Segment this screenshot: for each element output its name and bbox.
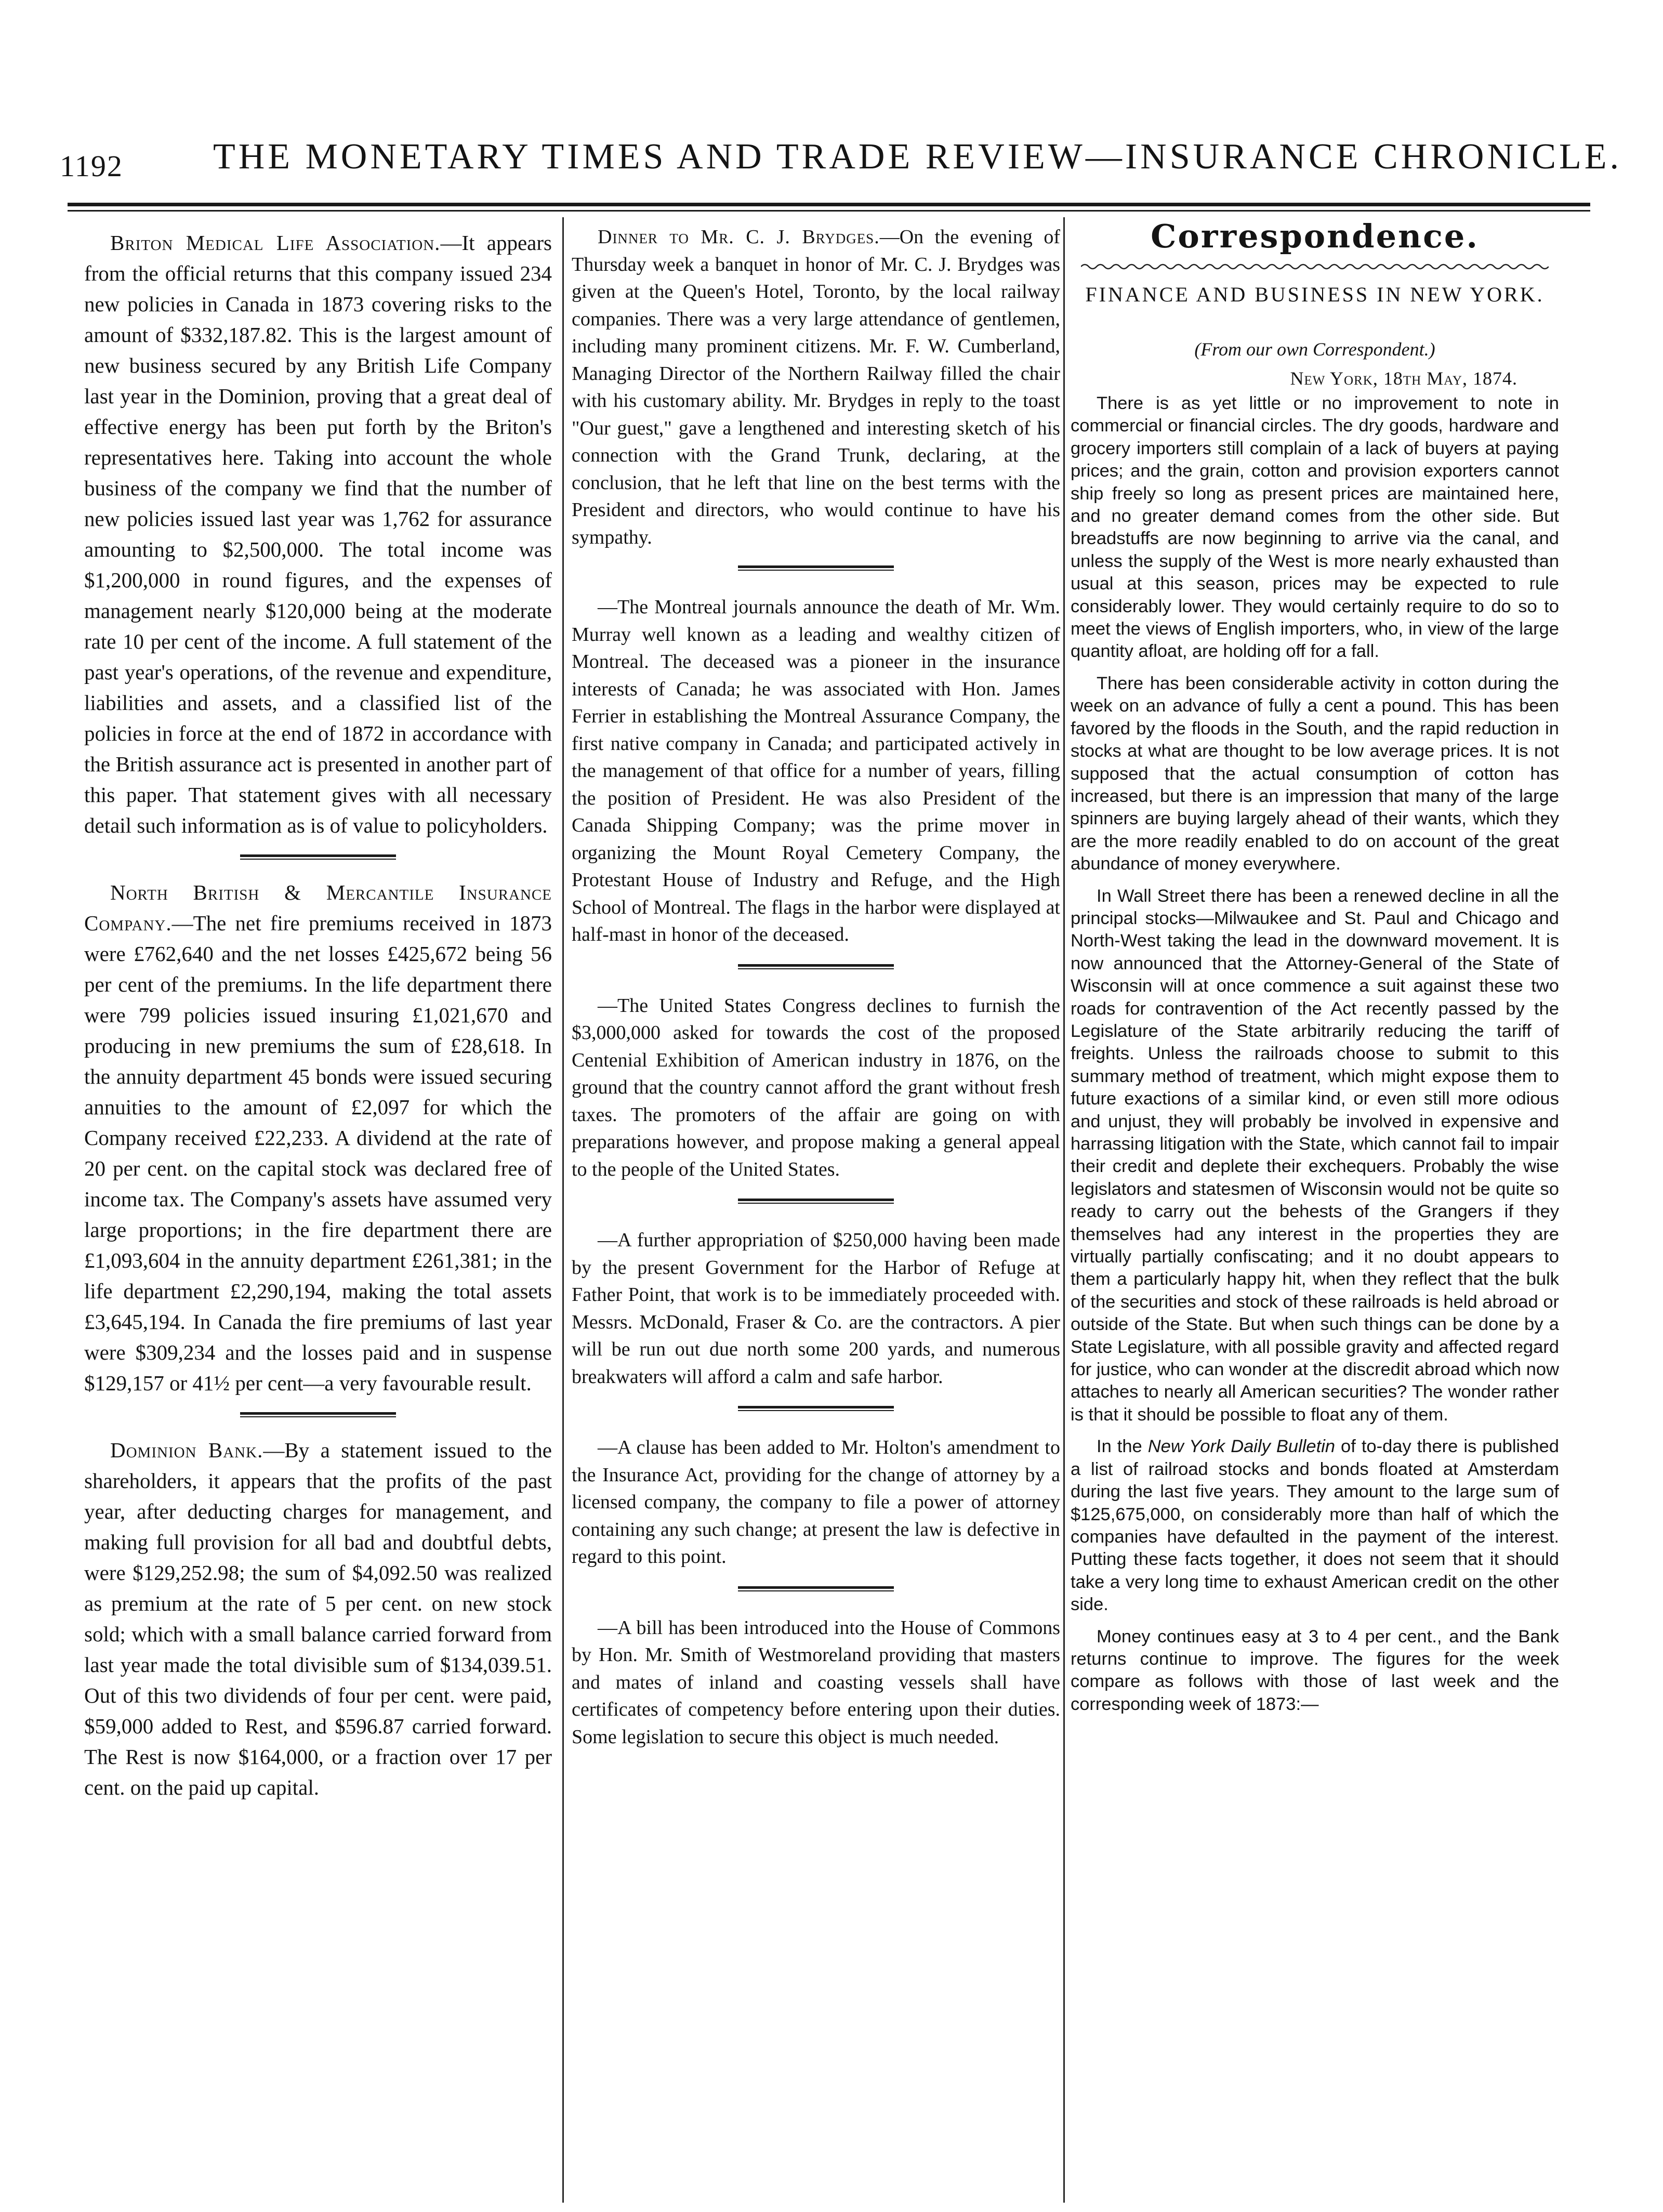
article-lead: Dinner to Mr. C. J. Brydges.: [598, 226, 880, 248]
article-holton-amendment: —A clause has been added to Mr. Holton's amendment to the Insurance Act, providing for the change of attorney by a licensed company, the company to file a power of attorney containing any such change; at present the law is defective in regard to this point.: [572, 1437, 1060, 1568]
article-divider: [738, 964, 894, 969]
article-body: —It appears from the official returns that this company issued 234 new policies in Canada in 1873 covering risks to the amount of $332,187.82. This is the largest amount of new business secured by any British Life Company last year in the Dominion, proving that a great deal of effective energy has been put forth by the Briton's representatives here. Taking into account the whole business of the company we find that the number of new policies issued last year was 1,762 for assurance amounting to $2,500,000. The total income was $1,200,000 in round figures, and the expenses of management nearly $120,000 being at the moderate rate 10 per cent of the income. A full statement of the past year's operations, of the revenue and expenditure, liabilities and assets, and a classified list of the policies in force at the end of 1872 in accordance with the British assurance act is presented in another part of this paper. That statement gives with all necessary detail such information as is of value to policyholders.: [84, 231, 552, 837]
article-body: —On the evening of Thursday week a banquet in honor of Mr. C. J. Brydges was given at the Queen's Hotel, Toronto, by the local railway companies. There was a very large attendance of gentlemen, including many prominent citizens. Mr. F. W. Cumberland, Managing Director of the Northern Railway filled the chair with his customary ability. Mr. Brydges in reply to the toast "Our guest," gave a lengthened and interesting sketch of his connection with the Grand Trunk, declaring, at the conclusion, that he left that line on the best terms with the President and directors, who would continue to have his sympathy.: [572, 226, 1060, 548]
middle-column: [572, 213, 1060, 2198]
article-divider: [738, 1406, 894, 1411]
article-lead: North British & Mercantile Insurance Company.: [84, 880, 552, 935]
byline: (From our own Correspondent.): [1194, 339, 1435, 360]
page-header: [0, 0, 1663, 218]
article-divider: [738, 1586, 894, 1591]
header-rule-thin: [68, 210, 1590, 212]
column-divider-right: [1063, 217, 1065, 2203]
article-lead: Dominion Bank.: [110, 1438, 263, 1462]
paragraph-text: In the: [1097, 1437, 1148, 1457]
section-heading: Correspondence.: [1151, 217, 1479, 255]
article-briton-medical: [84, 228, 552, 841]
article-divider: [240, 1412, 396, 1417]
column-divider-left: [562, 217, 564, 2203]
finance-paragraph-3: In Wall Street there has been a renewed decline in all the principal stocks—Milwaukee and St. Paul and Chicago and North-West taking the lead in the downward movement. It is now announced that the Attorney-General of the State of Wisconsin will at once commence a suit against these two roads for contravention of the Act recently passed by the Legislature of the State arbitrarily reducing the tariff of freights. Unless the railroads choose to submit to this summary method of treatment, which might expose them to future exactions of a similar kind, or even still more odious and unjust, they will probably be involved in expensive and harrassing litigation with the State, which cannot fail to impair their credit and deplete their exchequers. Probably the wise legislators and statesmen of Wisconsin would not be quite so ready to carry out the behests of the Grangers if they themselves had any interest in the properties they are virtually partially confiscating; and it no doubt appears to them a particularly happy hit, when they reflect that the bulk of the securities and stock of these railroads is held abroad or outside of the State. But when such things can be done by a State Legislature, with all possible gravity and affected regard for justice, who can wonder at the discredit abroad which now attaches to nearly all American securities? The wonder rather is that it should be possible to float any of them.: [1071, 886, 1559, 1425]
article-divider: [738, 1199, 894, 1204]
article-north-british: [84, 877, 552, 1399]
paragraph-text: of to-day there is published a list of railroad stocks and bonds floated at Amsterdam during the last five years. They amount to the large sum of $125,675,000, on considerably more than half of which the companies have defaulted in the payment of the interest. Putting these facts together, it does not seem that it should take a very long time to exhaust American credit on the other side.: [1071, 1437, 1559, 1615]
finance-paragraph-2: There has been considerable activity in cotton during the week on an advance of fully a cent a pound. This has been favored by the floods in the South, and the rapid reduction in stocks at what are thought to be low average prices. It is not supposed that the actual consumption of cotton has increased, but there is an impression that many of the large spinners are buying largely ahead of their wants, which they are the more readily enabled to do on account of the great abundance of money everywhere.: [1071, 673, 1559, 874]
publication-name: New York Daily Bulletin: [1147, 1437, 1336, 1457]
article-murray-death: —The Montreal journals announce the death of Mr. Wm. Murray well known as a leading and wealthy citizen of Montreal. The deceased was a pioneer in the insurance interests of Canada; he was associated with Hon. James Ferrier in establishing the Montreal Assurance Company, the first native company in Canada; and participated actively in the management of that office for a number of years, filling the position of President. He was also President of the Canada Shipping Company; was the prime mover in organizing the Mount Royal Cemetery Company, the Protestant House of Industry and Refuge, and the High School of Montreal. The flags in the harbor were displayed at half-mast in honor of the deceased.: [572, 596, 1060, 945]
article-brydges-dinner: [572, 223, 1060, 551]
article-harbor-refuge: —A further appropriation of $250,000 having been made by the present Government for the Harbor of Refuge at Father Point, that work is to be immediately proceeded with. Messrs. McDonald, Fraser & Co. are the contractors. A pier will be run out due north some 200 yards, and numerous breakwaters will afford a calm and safe harbor.: [572, 1229, 1060, 1388]
article-lead: Briton Medical Life Association.: [110, 231, 441, 255]
finance-paragraph-1: There is as yet little or no improvement to note in commercial or financial circles. The dry goods, hardware and grocery importers still complain of a lack of buyers at paying prices; and the grain, cotton and provision exporters cannot ship freely so long as present prices are maintained here, and no greater demand comes from the other side. But breadstuffs are now beginning to arrive via the canal, and unless the supply of the West is more nearly exhausted than usual at this season, prices may be expected to rule considerably lower. They would certainly require to do so to meet the views of English importers, who, in view of the large quantity afloat, are holding off for a fall.: [1071, 393, 1559, 662]
article-body: —By a statement issued to the shareholders, it appears that the profits of the past year, after deducting charges for management, and making full provision for all bad and doubtful debts, were $129,252.98; the sum of $4,092.50 was realized as premium at the rate of 5 per cent. on new stock sold; which with a small balance carried forward from last year made the total divisible sum of $134,039.51. Out of this two dividends of four per cent. were paid, $59,000 added to Rest, and $596.87 carried forward. The Rest is now $164,000, or a fraction over 17 per cent. on the paid up capital.: [84, 1438, 552, 1799]
masthead-title: THE MONETARY TIMES AND TRADE REVIEW—INSURANCE CHRONICLE.: [213, 137, 1622, 177]
wavy-rule: [1081, 262, 1549, 271]
article-congress: —The United States Congress declines to furnish the $3,000,000 asked for towards the cost of the proposed Centenial Exhibition of American industry in 1876, on the ground that the country cannot afford the grant without fresh taxes. The promoters of the affair are going on with preparations however, and propose making a general appeal to the people of the United States.: [572, 994, 1060, 1180]
right-column: [1071, 213, 1559, 2198]
header-rule-thick: [68, 203, 1590, 206]
article-smith-bill: —A bill has been introduced into the House of Commons by Hon. Mr. Smith of Westmoreland providing that masters and mates of inland and coasting vessels shall have certificates of competency before entering upon their duties. Some legislation to secure this object is much needed.: [572, 1616, 1060, 1748]
left-column: [84, 213, 552, 2198]
article-divider: [738, 565, 894, 571]
article-body: —The net fire premiums received in 1873 were £762,640 and the net losses £425,672 being 56 per cent of the premiums. In the life department there were 799 policies issued insuring £1,021,670 and producing in new premiums the sum of £28,618. In the annuity department 45 bonds were issued securing annuities to the amount of £2,097 for which the Company received £22,233. A dividend at the rate of 20 per cent. on the capital stock was declared free of income tax. The Company's assets have assumed very large proportions; in the fire department there are £1,093,604 in the annuity department £261,381; in the life department £2,290,194, making the total assets £3,645,194. In Canada the fire premiums of last year were $309,234 and the losses paid and in suspense $129,157 or 41½ per cent—a very favourable result.: [84, 911, 552, 1395]
finance-paragraph-5: Money continues easy at 3 to 4 per cent., and the Bank returns continue to improve. The figures for the week compare as follows with those of last week and the corresponding week of 1873:—: [1071, 1626, 1559, 1714]
article-divider: [240, 854, 396, 860]
article-title: FINANCE AND BUSINESS IN NEW YORK.: [1085, 283, 1545, 306]
finance-paragraph-4: [1071, 1436, 1559, 1616]
dateline: New York, 18th May, 1874.: [1290, 368, 1517, 389]
article-dominion-bank: [84, 1435, 552, 1803]
page-number: 1192: [60, 149, 123, 183]
